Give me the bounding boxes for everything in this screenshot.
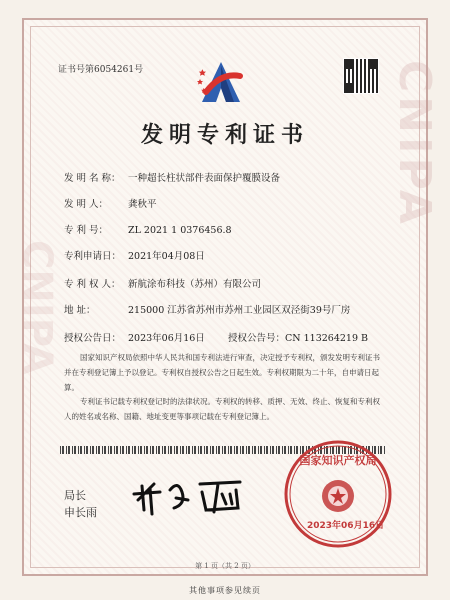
field-patentee (64, 276, 261, 290)
field-address (64, 302, 350, 316)
field-label: 发 明 名 称： (64, 173, 121, 184)
description-paragraph-2: 专利证书记载专利权登记时的法律状况。专利权的转移、质押、无效、终止、恢复和专利权人的姓名或名称、国籍、地址变更等事项记载在专利登记簿上。 (64, 397, 380, 421)
field-application-date (64, 248, 205, 262)
field-value: 215000 江苏省苏州市苏州工业园区双泾街39号厂房 (128, 305, 351, 316)
document-title: 发明专利证书 (140, 122, 309, 148)
cnipa-logo-icon (196, 58, 246, 110)
field-value: 2021年04月08日 (128, 251, 205, 262)
page-number: 第 1 页（共 2 页） (195, 562, 255, 570)
field-label: 地 址： (64, 305, 96, 316)
field-grant (64, 330, 368, 344)
field-label: 专 利 权 人： (64, 279, 121, 290)
official-seal-icon (282, 438, 394, 550)
field-label: 授权公告号： (228, 333, 286, 344)
field-patent-number (64, 222, 232, 236)
seal-date: 2023年06月16日 (307, 521, 385, 531)
footer-note: 其他事项参见续页 (189, 586, 261, 595)
field-value: 龚秋平 (128, 199, 157, 210)
signatory-title: 局长 (64, 489, 86, 502)
description-paragraph-1: 国家知识产权局依照中华人民共和国专利法进行审查，决定授予专利权，颁发发明专利证书并在专利登记簿上予以登记。专利权自授权公告之日起生效。专利权期限为二十年，自申请日起算。 (64, 353, 380, 392)
field-invention-name (64, 170, 280, 184)
watermark-left: CNIPA (14, 240, 60, 375)
field-value: ZL 2021 1 0376456.8 (128, 225, 232, 236)
field-label: 专 利 号： (64, 225, 109, 236)
field-label: 专利申请日： (64, 251, 122, 262)
seal-text: 国家知识产权局 (299, 454, 377, 467)
handwritten-signature-icon (130, 470, 250, 520)
field-label: 发 明 人： (64, 199, 109, 210)
signatory-name: 申长雨 (64, 506, 97, 519)
qr-code (343, 58, 379, 94)
field-label: 授权公告日： (64, 333, 122, 344)
watermark: CNIPA (389, 60, 440, 228)
certificate-number: 证书号第6054261号 (58, 65, 144, 75)
field-value: 一种超长柱状部件表面保护覆膜设备 (128, 173, 281, 184)
field-value: 新航涂布科技（苏州）有限公司 (128, 279, 262, 290)
field-inventor (64, 196, 157, 210)
field-value: 2023年06月16日 (128, 333, 205, 344)
field-value: CN 113264219 B (285, 333, 369, 344)
